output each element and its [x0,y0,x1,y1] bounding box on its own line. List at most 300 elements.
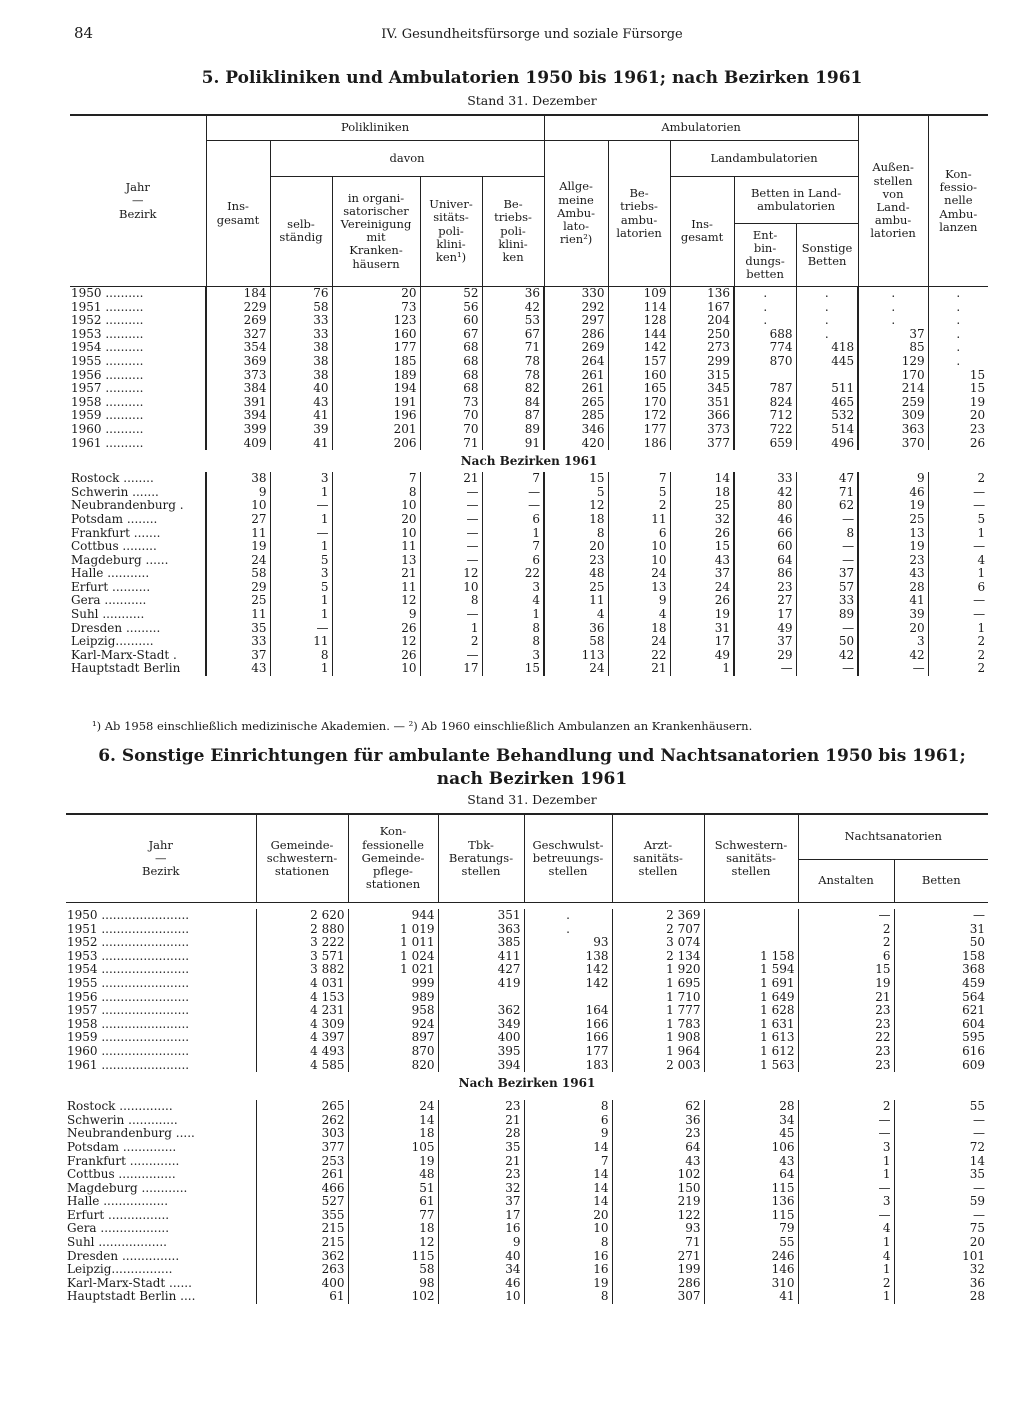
table-cell: 2 620 [256,909,348,923]
table-cell: — [270,499,332,513]
row-label: 1958 .......... [71,395,144,409]
table-cell: — [482,499,544,513]
table-cell: 11 [608,513,670,527]
row-label: Karl-Marx-Stadt . [71,648,177,662]
table6-title-line1: 6. Sonstige Einrichtungen für ambulante Behandlung und Nachtsanatorien 1950 bis 1961; [98,746,966,766]
table-cell: 7 [608,472,670,486]
table-row [66,1195,988,1209]
table-cell: 1 964 [612,1045,704,1059]
row-label: 1957 .......... [71,382,144,396]
row-label: Potsdam .............. [67,1140,177,1154]
table-cell: 28 [894,1290,988,1304]
table-cell: 394 [206,409,270,423]
table-cell: 165 [608,382,670,396]
table-cell: 115 [704,1209,798,1223]
table-cell: 9 [332,608,420,622]
row-label: Rostock ........ [71,472,154,486]
table-cell: 400 [256,1277,348,1291]
table-row [66,1031,988,1045]
table-cell: 1 777 [612,1004,704,1018]
table-cell: 14 [670,472,734,486]
table-cell: 46 [858,486,928,500]
table-cell: 72 [894,1141,988,1155]
row-label: Halle ................. [67,1195,169,1209]
table-row [66,936,988,950]
table-cell: — [420,486,482,500]
table-cell: 19 [524,1277,612,1291]
t5-years-body [70,287,988,451]
table-row [70,581,988,595]
table-cell: 20 [894,1236,988,1250]
t6-stub-header: Jahr — Bezirk [66,814,256,903]
table-cell: 8 [332,486,420,500]
table-cell: 253 [256,1155,348,1169]
table-cell: 39 [858,608,928,622]
table-cell: . [928,314,988,328]
table-cell: — [796,662,858,676]
t6-section-label: Nach Bezirken 1961 [458,1076,596,1091]
table-cell: 58 [544,635,608,649]
table-cell: 36 [544,622,608,636]
table-cell: 18 [544,513,608,527]
table-cell: 166 [524,1031,612,1045]
table-cell: 109 [608,287,670,301]
t6-header-gemeindeschwestern: Gemeinde- schwestern- stationen [256,814,348,903]
table-cell: 191 [332,396,420,410]
table-cell: 79 [704,1222,798,1236]
table-cell: 5 [928,513,988,527]
table-cell: 167 [670,301,734,315]
table-cell: 45 [704,1127,798,1141]
table-cell: 2 [928,635,988,649]
table-cell: 26 [332,622,420,636]
table-cell: 57 [796,581,858,595]
table-cell: 19 [858,540,928,554]
row-label: Hauptstadt Berlin [71,662,181,676]
table-row [70,369,988,383]
table-cell: 6 [482,513,544,527]
table-cell: . [796,301,858,315]
table-cell: 11 [332,540,420,554]
table-cell: 1 563 [704,1059,798,1073]
table-cell: 8 [482,635,544,649]
table-cell: 101 [894,1250,988,1264]
table-cell: 11 [332,581,420,595]
table-cell: 42 [482,301,544,315]
table-row [70,328,988,342]
table-cell: 20 [928,409,988,423]
table-cell: 1 [482,608,544,622]
table-cell: 28 [858,581,928,595]
table-cell: 2 [420,635,482,649]
table-cell: 23 [544,554,608,568]
table-cell: 20 [524,1209,612,1223]
row-label: 1959 ....................... [67,1031,190,1045]
t5-header-konfessionelle: Kon- fessio- nelle Ambu- lanzen [928,115,988,287]
table-cell: 35 [438,1141,524,1155]
table-cell: — [798,1209,894,1223]
table-cell: 219 [612,1195,704,1209]
table-cell: 114 [608,301,670,315]
table-cell: 15 [798,963,894,977]
table-cell: — [420,527,482,541]
table-cell: 17 [734,608,796,622]
table-cell: 75 [894,1222,988,1236]
table-cell: 8 [270,649,332,663]
table-cell: 269 [544,341,608,355]
table-cell: 604 [894,1018,988,1032]
table-cell: 71 [612,1236,704,1250]
table-cell: 10 [332,499,420,513]
table-cell: 1 628 [704,1004,798,1018]
table-row [70,554,988,568]
table-cell: 89 [796,608,858,622]
table-cell: 23 [798,1004,894,1018]
table-row [66,1182,988,1196]
table-cell: — [420,499,482,513]
table-cell: — [796,622,858,636]
table-row [66,977,988,991]
table-cell: 16 [524,1263,612,1277]
table-cell: 15 [670,540,734,554]
table-cell: 24 [670,581,734,595]
table-cell: 98 [348,1277,438,1291]
table-cell: 897 [348,1031,438,1045]
table-cell: 26 [670,527,734,541]
table-cell: 71 [482,341,544,355]
table-cell: 46 [438,1277,524,1291]
table-cell: 86 [734,567,796,581]
table-cell [704,909,798,923]
table-row [66,1222,988,1236]
table-cell: 1 908 [612,1031,704,1045]
table-row [70,513,988,527]
table-cell: 26 [928,437,988,451]
table-cell: 9 [524,1127,612,1141]
table-cell: 14 [524,1195,612,1209]
table-cell: 10 [438,1290,524,1304]
table-cell: 3 074 [612,936,704,950]
table-cell: 50 [796,635,858,649]
table-cell: 60 [734,540,796,554]
table-cell: 68 [420,369,482,383]
table-cell: 199 [612,1263,704,1277]
table-cell: 820 [348,1059,438,1073]
t5-header-landamb: Landambulatorien [670,141,858,177]
t6-header-anstalten: Anstalten [798,860,894,903]
table-cell: 172 [608,409,670,423]
table-cell: 18 [608,622,670,636]
t5-header-sonstige: Sonstige Betten [796,224,858,287]
table-row [70,594,988,608]
table-cell: 2 [928,662,988,676]
table-cell: 496 [796,437,858,451]
table-cell: 3 [482,649,544,663]
table-cell: 64 [612,1141,704,1155]
row-label: 1960 ....................... [67,1044,190,1058]
table-cell: 40 [270,382,332,396]
row-label: 1957 ....................... [67,1004,190,1018]
table-cell: 35 [894,1168,988,1182]
table-cell: 1 [270,662,332,676]
table-cell: 31 [670,622,734,636]
table-cell: 609 [894,1059,988,1073]
table-row [66,991,988,1005]
row-label: Dresden ......... [71,621,161,635]
table-cell: 71 [796,486,858,500]
table-cell: 34 [704,1114,798,1128]
row-label: 1950 ....................... [67,909,190,922]
row-label: Halle ........... [71,567,150,581]
table-cell: 20 [332,287,420,301]
table-cell: 170 [608,396,670,410]
table-row [70,608,988,622]
table-cell: 21 [332,567,420,581]
table-cell: 84 [482,396,544,410]
table-cell: 11 [270,635,332,649]
table-row [66,1250,988,1264]
table-cell: 999 [348,977,438,991]
table5-title: 5. Polikliniken und Ambulatorien 1950 bis 1961; nach Bezirken 1961 [201,68,863,88]
table-cell: 4 397 [256,1031,348,1045]
table-cell: 31 [894,923,988,937]
table-cell: 33 [796,594,858,608]
table-cell: 102 [612,1168,704,1182]
row-label: Magdeburg ............ [67,1181,188,1195]
table-cell: 26 [332,649,420,663]
table-cell: 370 [858,437,928,451]
table-cell: 11 [206,527,270,541]
table-cell: — [796,554,858,568]
table-cell: 1 [270,486,332,500]
table-cell: 1 710 [612,991,704,1005]
table-cell: 1 [798,1290,894,1304]
table-row [66,1263,988,1277]
table-cell: 10 [608,554,670,568]
table-cell: 67 [420,328,482,342]
t5-header-insgesamt: Ins- gesamt [206,141,270,287]
table-cell: 43 [206,662,270,676]
table-cell: 346 [544,423,608,437]
row-label: Schwerin ............. [67,1113,178,1127]
table-cell: 2 [798,1277,894,1291]
table-cell: 150 [612,1182,704,1196]
table-row [70,355,988,369]
row-label: 1952 ....................... [67,936,190,950]
table-cell: 297 [544,314,608,328]
table6-title-line2: nach Bezirken 1961 [436,769,628,789]
t6-header-konfessionelle: Kon- fessionelle Gemeinde- pflege- stationen [348,814,438,903]
table-cell: 4 231 [256,1004,348,1018]
table-cell: 29 [734,649,796,663]
table-cell: 273 [670,341,734,355]
table-row [66,963,988,977]
table-row [66,1059,988,1073]
table-cell: — [482,486,544,500]
table-cell: 73 [420,396,482,410]
table-cell: 4 585 [256,1059,348,1073]
table-cell: 824 [734,396,796,410]
row-label: Cottbus ......... [71,540,157,554]
table-cell: 24 [544,662,608,676]
table-cell: 1 [798,1168,894,1182]
table-cell: 395 [438,1045,524,1059]
table-cell: 459 [894,977,988,991]
table-cell: 2 [798,1100,894,1114]
table6-subtitle: Stand 31. Dezember [467,792,597,807]
table-cell: 47 [796,472,858,486]
table-cell: 418 [796,341,858,355]
table-cell: 6 [482,554,544,568]
table-cell: 1 594 [704,963,798,977]
table-cell: 160 [608,369,670,383]
table-cell: 85 [858,341,928,355]
table-cell: 307 [612,1290,704,1304]
table-cell: 4 153 [256,991,348,1005]
table-cell: 22 [798,1031,894,1045]
table-cell: 989 [348,991,438,1005]
table-cell: 40 [438,1250,524,1264]
t5-header-betriebsamb: Be- triebs- ambu- latorien [608,141,670,287]
table-cell: 688 [734,328,796,342]
table-cell: 19 [206,540,270,554]
table-cell: — [928,594,988,608]
table-cell: 261 [256,1168,348,1182]
table-cell [438,991,524,1005]
table-cell: 3 [858,635,928,649]
table-cell: 944 [348,909,438,923]
table6 [66,813,988,1304]
table-cell: 128 [608,314,670,328]
table-cell: 53 [482,314,544,328]
table-cell: . [928,287,988,301]
table-cell: 385 [438,936,524,950]
table-cell: 13 [608,581,670,595]
table-cell: 20 [858,622,928,636]
table-cell: 41 [704,1290,798,1304]
t5-header-betrieb: Be- triebs- poli- klini- ken [482,176,544,287]
table-cell: . [796,314,858,328]
t6-districts-body [66,1100,988,1304]
table-cell: 23 [858,554,928,568]
table-cell: 38 [270,369,332,383]
table-cell: 15 [482,662,544,676]
table-cell: 24 [206,554,270,568]
table-cell: 59 [894,1195,988,1209]
table-cell: 1 [798,1236,894,1250]
table-cell: 142 [608,341,670,355]
t5-header-betten-land: Betten in Land- ambulatorien [734,176,858,224]
table-cell: 76 [270,287,332,301]
table-cell: 262 [256,1114,348,1128]
table-cell: 215 [256,1222,348,1236]
table-cell: 25 [670,499,734,513]
table-row [66,1004,988,1018]
table-cell: 1 [670,662,734,676]
table-cell: — [798,1114,894,1128]
table5 [70,114,988,676]
table-cell: 214 [858,382,928,396]
t6-header-arzt: Arzt- sanitäts- stellen [612,814,704,903]
table-cell: 33 [270,328,332,342]
table-cell: 621 [894,1004,988,1018]
table-cell: 870 [348,1045,438,1059]
row-label: Suhl .................. [67,1236,167,1250]
t6-years-body [66,909,988,1072]
table-cell: 27 [734,594,796,608]
row-label: Frankfurt ....... [71,526,161,540]
table-cell: 62 [612,1100,704,1114]
table-cell: 58 [270,301,332,315]
table-cell: 21 [420,472,482,486]
table-cell: 9 [858,472,928,486]
table-cell: — [858,662,928,676]
table-cell: 787 [734,382,796,396]
table-cell: 315 [670,369,734,383]
table-cell: 55 [894,1100,988,1114]
table-cell [734,369,796,383]
table-cell: 259 [858,396,928,410]
row-label: Karl-Marx-Stadt ...... [67,1276,192,1290]
table-row [66,1277,988,1291]
table-cell: 419 [438,977,524,991]
table-cell: 24 [348,1100,438,1114]
table-cell: 38 [270,355,332,369]
table-cell: 3 882 [256,963,348,977]
table-cell: 265 [256,1100,348,1114]
t5-header-selbstaendig: selb- ständig [270,176,332,287]
page-number: 84 [74,24,94,42]
table-cell: 2 [928,472,988,486]
t5-header-polikliniken: Polikliniken [206,115,544,141]
table-cell: 93 [524,936,612,950]
table-cell: 20 [544,540,608,554]
table-cell: 2 [608,499,670,513]
table-cell: 1 920 [612,963,704,977]
table-cell: 3 [482,581,544,595]
table-cell: 25 [858,513,928,527]
table-cell: 349 [438,1018,524,1032]
table-cell: . [928,355,988,369]
table-cell: 41 [270,409,332,423]
table-cell: — [420,513,482,527]
table-cell: 4 [928,554,988,568]
table-cell: 26 [670,594,734,608]
row-label: Gera .................. [67,1222,170,1236]
table-cell: 102 [348,1290,438,1304]
t5-header-entbindung: Ent- bin- dungs- betten [734,224,796,287]
table-cell: 466 [256,1182,348,1196]
table-cell: 129 [858,355,928,369]
table-cell: 37 [796,567,858,581]
table-cell [704,936,798,950]
table-cell: 229 [206,301,270,315]
row-label: Neubrandenburg ..... [67,1127,195,1141]
table-cell: 511 [796,382,858,396]
table-cell: — [894,1114,988,1128]
table-row [70,527,988,541]
table-cell: 204 [670,314,734,328]
row-label: 1955 ....................... [67,976,190,990]
table-cell: 366 [670,409,734,423]
table-row [66,1045,988,1059]
table-cell: 1 [270,594,332,608]
table-cell: 7 [524,1155,612,1169]
table-cell: 21 [608,662,670,676]
table-cell: 170 [858,369,928,383]
table5-subtitle: Stand 31. Dezember [467,93,597,108]
table-cell: 14 [348,1114,438,1128]
